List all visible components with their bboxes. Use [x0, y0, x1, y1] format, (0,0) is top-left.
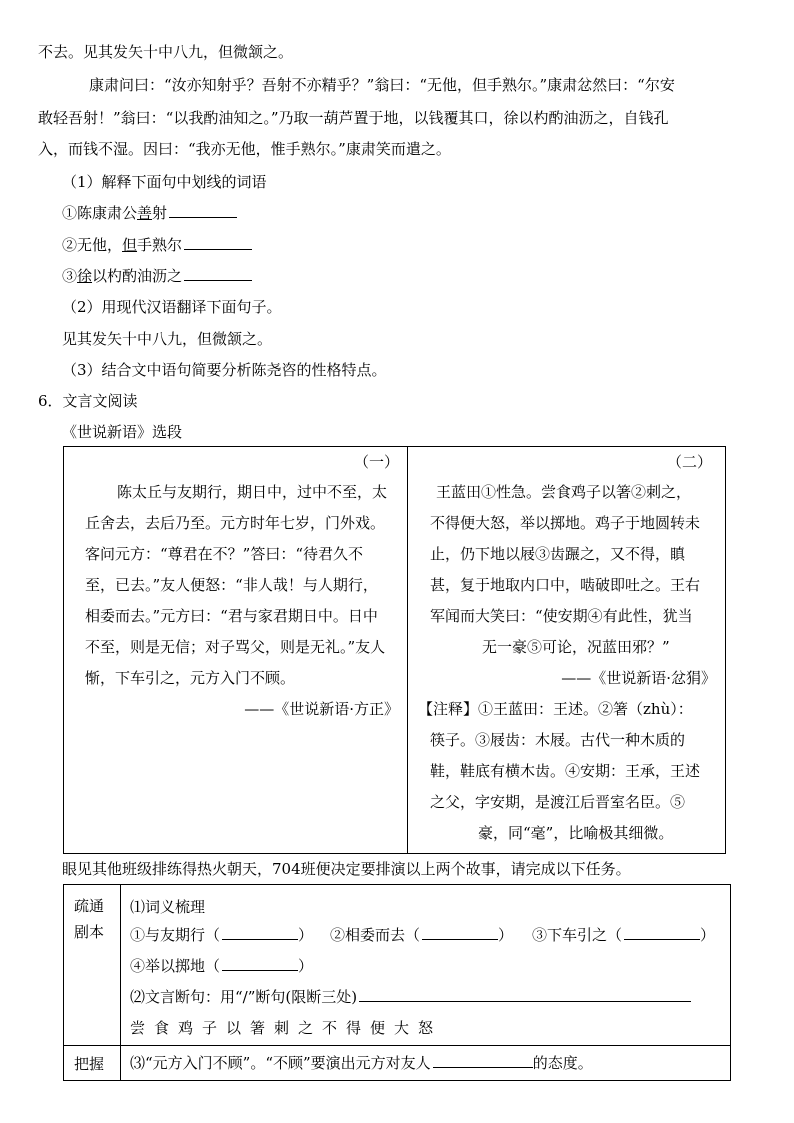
- note-line: 豪，同“毫”，比喻极其细微。: [478, 824, 674, 842]
- item-text: 以杓酌油沥之: [92, 267, 183, 285]
- note-line: 【注释】①王蓝田：王述。②箸（zhù）：: [418, 700, 693, 718]
- passage-line: 丘舍去，去后乃至。元方时年七岁，门外戏。: [85, 514, 386, 532]
- passage-line: 止，仍下地以屐③齿蹍之，又不得，瞋: [430, 545, 686, 563]
- underlined-word: 徐: [77, 267, 93, 285]
- answer-blank[interactable]: [359, 1000, 691, 1002]
- word-item: ④举以掷地（ ）: [130, 957, 314, 975]
- task-part: ⑴词义梳理: [130, 898, 206, 916]
- row-label: 把握: [74, 1055, 105, 1073]
- passage-line: 不去。见其发矢十中八九，但微颔之。: [38, 43, 294, 61]
- answer-blank[interactable]: [222, 938, 298, 940]
- answer-blank[interactable]: [184, 279, 252, 281]
- question-item: [62, 235, 252, 255]
- question-title: 6．文言文阅读: [38, 392, 138, 410]
- word-item: ③下车引之（ ）: [532, 926, 716, 944]
- question-item: [62, 203, 237, 223]
- passage-line: 惭，下车引之，元方入门不顾。: [85, 669, 296, 687]
- answer-blank[interactable]: [624, 938, 700, 940]
- word-item: ②相委而去（ ）: [330, 926, 514, 944]
- passage-line: 入，而钱不湿。因曰：“我亦无他，惟手熟尔。”康肃笑而遣之。: [38, 140, 451, 158]
- passage-source: ——《世说新语·方正》: [244, 700, 399, 718]
- passage-source: ——《世说新语·忿狷》: [561, 669, 716, 687]
- item-text: 射: [152, 204, 168, 222]
- passage-line: 军闻而大笑曰：“使安期④有此性，犹当: [430, 607, 693, 625]
- answer-blank[interactable]: [184, 248, 252, 250]
- row-label: 疏通 剧本: [74, 897, 105, 941]
- passage-table: [63, 446, 726, 854]
- passage-line: 甚，复于地取内口中，啮破即吐之。王右: [430, 576, 701, 594]
- answer-blank[interactable]: [169, 216, 237, 218]
- passage-number: （二）: [666, 453, 712, 471]
- passage-line: 不至，则是无信；对子骂父，则是无礼。”友人: [85, 638, 386, 656]
- passage-number: （一）: [353, 453, 399, 471]
- task-part: ⑵文言断句：用“/”断句(限断三处): [130, 987, 691, 1007]
- question-sub: （2）用现代汉语翻译下面句子。: [62, 298, 282, 316]
- task-intro: 眼见其他班级排练得热火朝天，704班便决定要排演以上两个故事，请完成以下任务。: [62, 860, 631, 878]
- note-line: 鞋，鞋底有横木齿。④安期：王承，王述: [430, 762, 701, 780]
- question-subtitle: 《世说新语》选段: [62, 423, 183, 441]
- question-sub: （1）解释下面句中划线的词语: [62, 173, 267, 191]
- task-table: [63, 884, 731, 1081]
- passage-line: 至，已去。”友人便怒：“非人哉！与人期行，: [85, 576, 378, 594]
- underlined-word: 但: [122, 236, 138, 254]
- item-text: 手熟尔: [137, 236, 183, 254]
- question-item: [62, 266, 252, 286]
- note-line: 筷子。③屐齿：木屐。古代一种木质的: [430, 731, 686, 749]
- answer-blank[interactable]: [222, 969, 298, 971]
- passage-line: 不得便大怒，举以掷地。鸡子于地圆转未: [430, 514, 701, 532]
- translate-sentence: 见其发矢十中八九，但微颔之。: [62, 330, 273, 348]
- passage-line: 客问元方：“尊君在不？”答曰：“待君久不: [85, 545, 364, 563]
- passage-right: [408, 447, 726, 849]
- passage-line: 王蓝田①性急。尝食鸡子以箸②刺之，: [436, 483, 692, 501]
- word-item: ①与友期行（ ）: [130, 926, 314, 944]
- underlined-word: 善: [137, 204, 153, 222]
- passage-line: 敢轻吾射！”翁曰：“以我酌油知之。”乃取一葫芦置于地，以钱覆其口，徐以杓酌油沥之，自钱孔: [38, 109, 669, 127]
- item-text: ②无他，: [62, 236, 123, 254]
- answer-blank[interactable]: [433, 1066, 533, 1068]
- answer-blank[interactable]: [422, 938, 498, 940]
- passage-line: 康肃问曰：“汝亦知射乎？吾射不亦精乎？”翁曰：“无他，但手熟尔。”康肃忿然曰：“尔安: [89, 76, 675, 94]
- passage-line: 相委而去。”元方曰：“君与家君期日中。日中: [85, 607, 378, 625]
- passage-line: 陈太丘与友期行，期日中，过中不至，太: [117, 483, 388, 501]
- note-line: 之父，字安期，是渡江后晋室名臣。⑤: [430, 793, 686, 811]
- task-part: ⑶“元方入门不顾”。“不顾”要演出元方对友人 的态度。: [130, 1054, 593, 1072]
- punctuation-sentence: 尝食鸡子以箸刺之不得便大怒: [130, 1019, 443, 1037]
- item-text: ③: [62, 267, 78, 285]
- passage-line: 无一豪⑤可论，况蓝田邪？”: [482, 638, 670, 656]
- item-text: ①陈康肃公: [62, 204, 138, 222]
- passage-left: [64, 447, 407, 725]
- question-sub: （3）结合文中语句简要分析陈尧咨的性格特点。: [62, 361, 387, 379]
